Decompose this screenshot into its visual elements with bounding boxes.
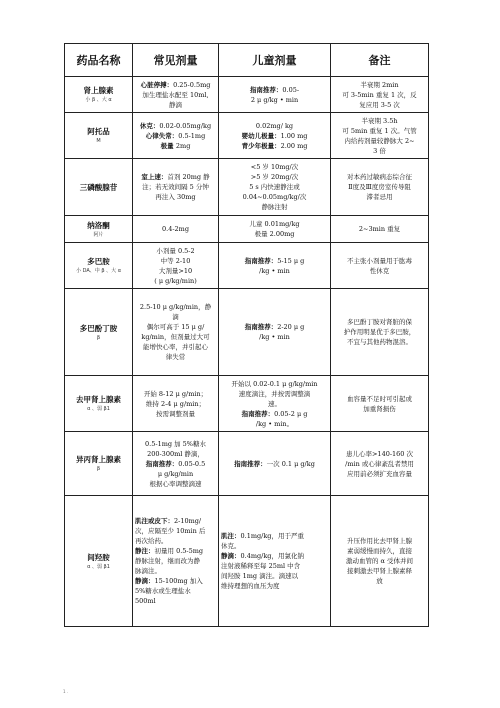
drug-name-cell [65, 159, 133, 216]
cell-line [135, 479, 216, 489]
cell-line-text: /kg • min [259, 333, 290, 341]
cell-line-text: 律失常 [165, 353, 186, 361]
cell-line-text: 2-20 μ g [277, 323, 305, 331]
header-row [65, 44, 429, 77]
cell-line-text: 接刺激去甲肾上腺素释 [347, 567, 412, 575]
cell-line-text: 500ml [135, 597, 156, 605]
cell-line [135, 121, 216, 131]
cell-line [221, 409, 328, 419]
cell-line [135, 556, 216, 566]
cell-line [135, 332, 216, 342]
table-row [65, 77, 429, 113]
cell-line-text: 2~3min 重复 [358, 225, 401, 233]
cell-line-text: μ g/kg/min [157, 469, 194, 478]
drug-receptor-note: β [96, 466, 101, 472]
cell-line [333, 80, 426, 90]
cell-line [333, 536, 426, 546]
adult-dose-cell [133, 77, 219, 113]
adult-dose-cell [133, 496, 219, 627]
cell-line-text: 5%糖水或生理盐水 [135, 587, 191, 595]
cell-line-text: 休克。 [221, 542, 241, 550]
cell-line-text: 半衰期 3.5h [361, 116, 398, 125]
cell-line [135, 389, 216, 399]
drug-name-cell [65, 243, 133, 289]
adult-dose-cell [133, 159, 219, 216]
cell-line [221, 182, 328, 192]
cell-line [135, 246, 216, 256]
cell-line [135, 449, 216, 459]
note-dose-cell [331, 432, 429, 496]
cell-line-text: 速度滴注，并按需调整滴 [238, 389, 311, 398]
cell-line [333, 327, 426, 337]
header-drug-name: 药品名称 [65, 44, 133, 77]
cell-line [221, 229, 328, 239]
cell-line-text: 3 倍 [373, 146, 386, 155]
child-dose-cell [219, 289, 331, 376]
cell-line-label: 婴幼儿极量： [241, 131, 281, 140]
cell-line-text: 注射液稀释至每 25ml 中含 [221, 562, 301, 570]
cell-line [135, 439, 216, 449]
cell-line-text: 2 μ g/kg • min [250, 95, 299, 104]
cell-line [221, 399, 328, 409]
cell-line-text: 开始 8-12 μ g/min； [143, 389, 208, 398]
cell-line [221, 322, 328, 332]
cell-line-text: 首剂 20mg 静 [167, 173, 210, 181]
note-dose-cell [331, 159, 429, 216]
cell-line [135, 516, 216, 526]
cell-line [135, 141, 216, 151]
cell-line-text: 0.5-1mg 加 5%糖水 [145, 439, 206, 448]
child-dose-cell [219, 77, 331, 113]
adult-dose-cell [133, 376, 219, 432]
cell-line [135, 352, 216, 362]
cell-line [333, 546, 426, 556]
cell-line [135, 256, 216, 266]
cell-line [333, 192, 426, 202]
drug-dosage-table [64, 43, 429, 627]
cell-line-text: 速。 [268, 399, 281, 408]
cell-line-text: 0.1mg/kg，用于严重 [240, 532, 304, 540]
adult-dose-cell [133, 216, 219, 243]
cell-line [135, 312, 216, 322]
cell-line [333, 449, 426, 459]
cell-line [135, 399, 216, 409]
cell-line [221, 192, 328, 202]
table-row [65, 432, 429, 496]
drug-receptor-note: M [96, 138, 101, 144]
header-common-dose: 常见剂量 [133, 44, 219, 77]
cell-line-text: 放 [376, 577, 383, 585]
cell-line-text: 内给药剂量较静脉大 2~ [344, 136, 415, 145]
cell-line-text: 一次 0.1 μ g/kg [266, 459, 315, 468]
cell-line [135, 342, 216, 352]
cell-line [135, 266, 216, 276]
cell-line [135, 322, 216, 332]
drug-name: 阿托品 [87, 127, 110, 136]
drug-name: 纳洛酮 [87, 220, 110, 230]
cell-line-text: 0.04~0.05mg/kg/次 [242, 193, 307, 201]
cell-line-label: 静注： [135, 547, 155, 555]
table-row [65, 496, 429, 627]
cell-line-text: 维持 2-4 μ g/min； [145, 399, 206, 408]
cell-line-text: 能增快心率，并引起心 [143, 343, 208, 351]
drug-name-cell [65, 113, 133, 159]
cell-line [333, 317, 426, 327]
cell-line-text: 儿童 0.01mg/kg [249, 220, 300, 228]
table-row [65, 159, 429, 216]
cell-line [135, 100, 216, 110]
child-dose-cell [219, 496, 331, 627]
cell-line-text: kg/min，但剂量过大可 [141, 333, 210, 341]
adult-dose-cell [133, 432, 219, 496]
cell-line [333, 337, 426, 347]
child-dose-cell [219, 113, 331, 159]
cell-line-text: /min 或心律紊乱者禁用 [345, 459, 414, 468]
header-notes: 备注 [331, 44, 429, 77]
cell-line [135, 536, 216, 546]
cell-line [333, 256, 426, 266]
cell-line-text: 患儿心率>140-160 次 [345, 449, 414, 458]
drug-name: 肾上腺素 [83, 86, 114, 95]
child-dose-cell [219, 159, 331, 216]
cell-line [135, 469, 216, 479]
note-dose-cell [331, 243, 429, 289]
cell-line [135, 131, 216, 141]
cell-line [221, 266, 328, 276]
note-dose-cell [331, 289, 429, 376]
cell-line-text: 多巴酚丁胺对肾脏的保 [347, 318, 412, 326]
cell-line [221, 571, 328, 581]
page-mark: 1 . [63, 689, 69, 694]
cell-line [135, 459, 216, 469]
cell-line [333, 469, 426, 479]
cell-line-label: 指南推荐： [244, 256, 278, 265]
drug-name: 异丙肾上腺素 [76, 455, 121, 464]
cell-line [135, 276, 216, 286]
cell-line-text: /kg • min。 [255, 419, 294, 428]
adult-dose-cell [133, 289, 219, 376]
cell-line-text: 2.5-10 μ g/kg/min，静 [139, 303, 212, 311]
drug-receptor-note: 小 DA、中 β 、大 α [75, 268, 122, 274]
cell-line-text: 护作用明显优于多巴胺， [343, 328, 416, 336]
cell-line-text: 对本药过敏病态综合征 [347, 173, 412, 181]
cell-line [333, 224, 426, 234]
cell-line-text: 2.00 mg [280, 141, 308, 150]
cell-line [333, 146, 426, 156]
cell-line [333, 126, 426, 136]
table-row [65, 216, 429, 243]
cell-line-text: 不宜与其他药物混溶。 [347, 338, 412, 346]
cell-line-text: 大剂量>10 [158, 266, 193, 275]
cell-line [333, 404, 426, 414]
cell-line [333, 459, 426, 469]
cell-line [135, 224, 216, 234]
cell-line-label: 室上速： [141, 173, 168, 181]
cell-line [135, 596, 216, 606]
cell-line-text: /kg • min [259, 266, 290, 275]
cell-line [135, 182, 216, 192]
cell-line-text: 性休克 [369, 266, 390, 275]
cell-line-text: 再注入 30mg [155, 193, 196, 201]
cell-line-text: 升压作用比去甲肾上腺 [347, 537, 412, 545]
cell-line [221, 561, 328, 571]
cell-line-text: 15-100mg 加入 [154, 577, 203, 585]
cell-line-label: 指南推荐： [234, 459, 267, 468]
cell-line-label: 极量 [160, 141, 176, 150]
cell-line-text: 中等 2-10 [160, 256, 191, 265]
cell-line [221, 389, 328, 399]
cell-line-label: 休克： [139, 121, 160, 130]
cell-line-label: 指南推荐： [145, 459, 179, 468]
cell-line-text: 5-15 μ g [277, 256, 305, 265]
cell-line [221, 202, 328, 212]
cell-line-text: 血容量不足时可引起或 [347, 394, 412, 403]
table-row [65, 243, 429, 289]
cell-line-text: 滞者忌用 [366, 193, 393, 201]
cell-line [333, 116, 426, 126]
cell-line [221, 172, 328, 182]
cell-line-label: 静滴： [135, 577, 155, 585]
cell-line [221, 85, 328, 95]
cell-line [333, 394, 426, 404]
cell-line [221, 551, 328, 561]
cell-line [135, 90, 216, 100]
drug-name: 多巴酚丁胺 [79, 323, 118, 333]
cell-line [333, 576, 426, 586]
drug-receptor-note: β [96, 334, 101, 341]
cell-line [135, 526, 216, 536]
cell-line-label: 静滴： [221, 552, 241, 560]
drug-name-cell [65, 216, 133, 243]
cell-line-text: 复应用 3-5 次 [359, 100, 400, 109]
cell-line-text: 可 3-5min 重复 1 次，反 [342, 90, 417, 99]
cell-line-text: 滴 [172, 313, 179, 321]
cell-line-text: 2-10mg/ [174, 517, 202, 525]
cell-line [135, 576, 216, 586]
cell-line-text: <5 岁 10mg/次 [250, 163, 299, 171]
cell-line [221, 256, 328, 266]
cell-line-text: 0.05- [282, 85, 300, 94]
cell-line-text: 静脉注射 [261, 203, 288, 211]
cell-line-text: 素弱缓慢而持久，直接 [347, 547, 412, 555]
cell-line [135, 192, 216, 202]
cell-line-text: Ⅱ度及Ⅲ度房室传导阻 [348, 183, 411, 191]
cell-line-text: 不主张小剂量用于肱毒 [347, 256, 412, 265]
adult-dose-cell [133, 243, 219, 289]
cell-line-label: 肌注或皮下： [135, 517, 174, 525]
cell-line-label: 青少年极量： [241, 141, 281, 150]
drug-receptor-note: 小 β 、大 α [85, 97, 112, 103]
cell-line [221, 379, 328, 389]
cell-line [135, 546, 216, 556]
table-row [65, 113, 429, 159]
cell-line [333, 172, 426, 182]
cell-line [135, 586, 216, 596]
cell-line [221, 95, 328, 105]
cell-line-label: 指南推荐： [241, 409, 275, 418]
cell-line-text: 次，应隔至少 10min 后 [135, 527, 206, 535]
note-dose-cell [331, 376, 429, 432]
cell-line-text: 0.05-2 μ g [274, 409, 308, 418]
child-dose-cell [219, 216, 331, 243]
cell-line [333, 182, 426, 192]
drug-name: 三磷酸腺苷 [79, 182, 118, 192]
drug-name-cell [65, 496, 133, 627]
cell-line-text: 再次给药。 [135, 537, 168, 545]
cell-line-text: 初量用 0.5-5mg [154, 547, 204, 555]
cell-line [221, 131, 328, 141]
drug-name: 间羟胺 [87, 552, 110, 562]
cell-line-text: 0.4mg/kg，用氯化钠 [240, 552, 304, 560]
cell-line-text: 偶尔可高于 15 μ g/ [146, 323, 205, 331]
cell-line [333, 556, 426, 566]
cell-line [333, 266, 426, 276]
cell-line [135, 409, 216, 419]
cell-line-text: 脉滴注。 [135, 567, 161, 575]
cell-line [333, 136, 426, 146]
cell-line-text: 0.25-0.5mg [173, 80, 211, 89]
cell-line [221, 419, 328, 429]
cell-line-text: 静脉注射，继而改为静 [135, 557, 200, 565]
cell-line-text: 维持理想的血压为度 [221, 582, 280, 590]
drug-name-cell [65, 376, 133, 432]
cell-line-text: 极量 2.00mg [254, 230, 295, 238]
child-dose-cell [219, 376, 331, 432]
note-dose-cell [331, 496, 429, 627]
cell-line [135, 172, 216, 182]
cell-line [135, 80, 216, 90]
cell-line [221, 141, 328, 151]
drug-name-cell [65, 289, 133, 376]
drug-receptor-note: 阿片 [93, 231, 104, 238]
cell-line-text: 200-300ml 静滴， [147, 449, 204, 458]
cell-line-text: 小剂量 0.5-2 [156, 246, 195, 255]
drug-receptor-note: α 、弱 β1 [87, 563, 110, 570]
cell-line [221, 459, 328, 469]
cell-line [135, 302, 216, 312]
cell-line [135, 566, 216, 576]
cell-line-text: 激动血管的 α 受体并间 [345, 557, 414, 565]
cell-line-text: 间羟胺 1mg 滴注。滴速以 [221, 572, 299, 580]
cell-line-text: 0.4-2mg [162, 225, 189, 233]
cell-line-text: 静滴 [169, 100, 182, 109]
cell-line-text: 开始以 0.02-0.1 μ g/kg/min [231, 379, 318, 388]
cell-line-text: 应用前必须扩充血容量 [347, 469, 412, 478]
child-dose-cell [219, 432, 331, 496]
cell-line-text: 可 5min 重复 1 次。气管 [342, 126, 417, 135]
cell-line-text: 2mg [175, 141, 191, 150]
cell-line-label: 指南推荐： [249, 85, 283, 94]
table-row [65, 289, 429, 376]
cell-line-text: 加生理盐水配至 10ml, [142, 90, 209, 99]
cell-line-label: 指南推荐： [244, 323, 278, 331]
cell-line [221, 332, 328, 342]
cell-line-text: 根据心率调整滴速 [149, 479, 202, 488]
cell-line [221, 581, 328, 591]
note-dose-cell [331, 216, 429, 243]
cell-line-text: 注；若无效间隔 5 分钟 [142, 183, 209, 191]
cell-line [221, 541, 328, 551]
note-dose-cell [331, 77, 429, 113]
cell-line-label: 心脏停搏： [140, 80, 174, 89]
drug-name: 去甲肾上腺素 [76, 395, 121, 404]
cell-line [221, 121, 328, 131]
cell-line-text: 按需调整剂量 [156, 409, 195, 418]
cell-line-text: 加重肾损伤 [363, 404, 396, 413]
cell-line-text: 1.00 mg [280, 131, 308, 140]
cell-line-text: ( μ g/kg/min) [154, 276, 197, 285]
cell-line-label: 心律失常： [145, 131, 179, 140]
note-dose-cell [331, 113, 429, 159]
cell-line-text: 0.02-0.05mg/kg [159, 121, 212, 130]
drug-name: 多巴胺 [87, 257, 110, 266]
adult-dose-cell [133, 113, 219, 159]
cell-line [221, 219, 328, 229]
cell-line-text: 半衰期 2min [360, 80, 399, 89]
drug-name-cell [65, 77, 133, 113]
cell-line-label: 肌注： [221, 532, 241, 540]
drug-receptor-note: α 、弱 β1 [87, 406, 110, 412]
cell-line [333, 90, 426, 100]
drug-name-cell [65, 432, 133, 496]
cell-line [333, 566, 426, 576]
cell-line-text: 0.02mg/ kg [255, 121, 294, 130]
cell-line-text: 0.5-1mg [178, 131, 206, 140]
cell-line-text: 0.05-0.5 [178, 459, 206, 468]
table-row [65, 376, 429, 432]
cell-line [333, 100, 426, 110]
header-child-dose: 儿童剂量 [219, 44, 331, 77]
cell-line-text: 5 s 内快速静注或 [249, 183, 300, 191]
child-dose-cell [219, 243, 331, 289]
cell-line [221, 531, 328, 541]
cell-line [221, 162, 328, 172]
cell-line-text: >5 岁 20mg/次 [250, 173, 299, 181]
